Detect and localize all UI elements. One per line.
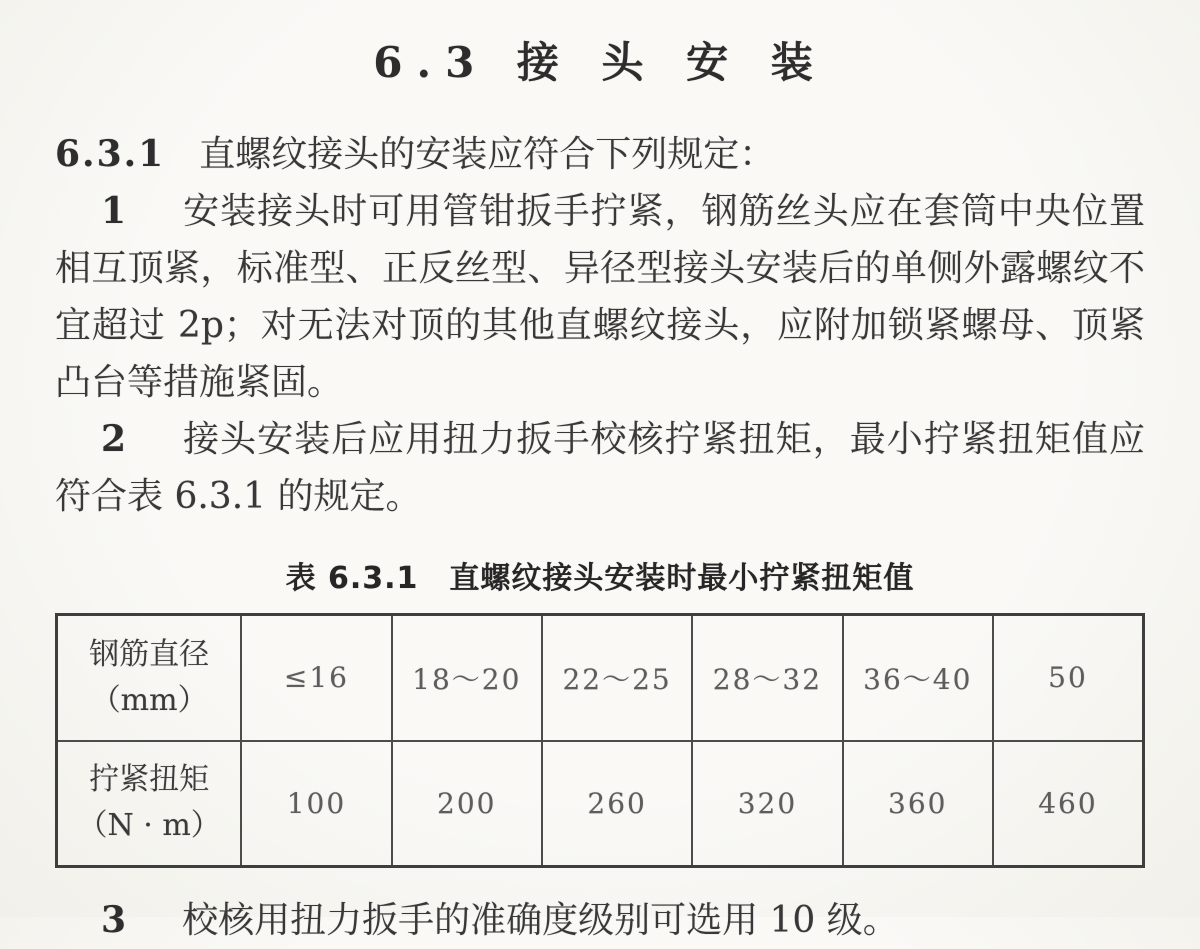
torque-cell-3: 260 <box>542 741 692 867</box>
torque-table <box>55 613 1145 868</box>
row-header-torque-line2: （N · m） <box>77 808 221 844</box>
diameter-cell-1: ≤16 <box>241 615 391 741</box>
clause-item-2 <box>55 411 1145 525</box>
torque-cell-5: 360 <box>843 741 993 867</box>
item-3-text: 校核用扭力扳手的准确度级别可选用 10 级。 <box>182 900 899 941</box>
section-title: 6.3 接 头 安 装 <box>373 38 827 87</box>
item-1-text: 安装接头时可用管钳扳手拧紧，钢筋丝头应在套筒中央位置相互顶紧，标准型、正反丝型、异径型接头安装后的单侧外露螺纹不宜超过 2p；对无法对顶的其他直螺纹接头，应附加锁紧螺母、顶紧凸台等措施紧固。 <box>55 191 1145 403</box>
row-header-torque <box>57 741 242 867</box>
diameter-cell-5: 36～40 <box>843 615 993 741</box>
item-3-number: 3 <box>101 899 127 941</box>
row-header-diameter-line2: （mm） <box>90 682 208 718</box>
clause-item-1 <box>55 183 1145 411</box>
diameter-cell-2: 18～20 <box>392 615 542 741</box>
diameter-cell-4: 28～32 <box>692 615 842 741</box>
row-header-diameter-line1: 钢筋直径 <box>89 636 210 672</box>
table-row-diameter <box>57 615 1144 741</box>
torque-cell-1: 100 <box>241 741 391 867</box>
item-1-number: 1 <box>101 190 127 232</box>
table-row-torque <box>57 741 1144 867</box>
clause-item-3 <box>55 892 1145 949</box>
table-caption: 表 6.3.1 直螺纹接头安装时最小拧紧扭矩值 <box>285 561 915 596</box>
torque-cell-2: 200 <box>392 741 542 867</box>
torque-cell-6: 460 <box>993 741 1144 867</box>
row-header-torque-line1: 拧紧扭矩 <box>89 762 210 798</box>
diameter-cell-6: 50 <box>993 615 1144 741</box>
diameter-cell-3: 22～25 <box>542 615 692 741</box>
item-2-number: 2 <box>101 418 127 460</box>
clause-text: 直螺纹接头的安装应符合下列规定： <box>199 134 776 175</box>
item-2-text: 接头安装后应用扭力扳手校核拧紧扭矩，最小拧紧扭矩值应符合表 6.3.1 的规定。 <box>55 419 1145 517</box>
torque-cell-4: 320 <box>692 741 842 867</box>
clause-number: 6.3.1 <box>55 133 166 175</box>
row-header-diameter <box>57 615 242 741</box>
clause-6-3-1 <box>55 126 1145 183</box>
